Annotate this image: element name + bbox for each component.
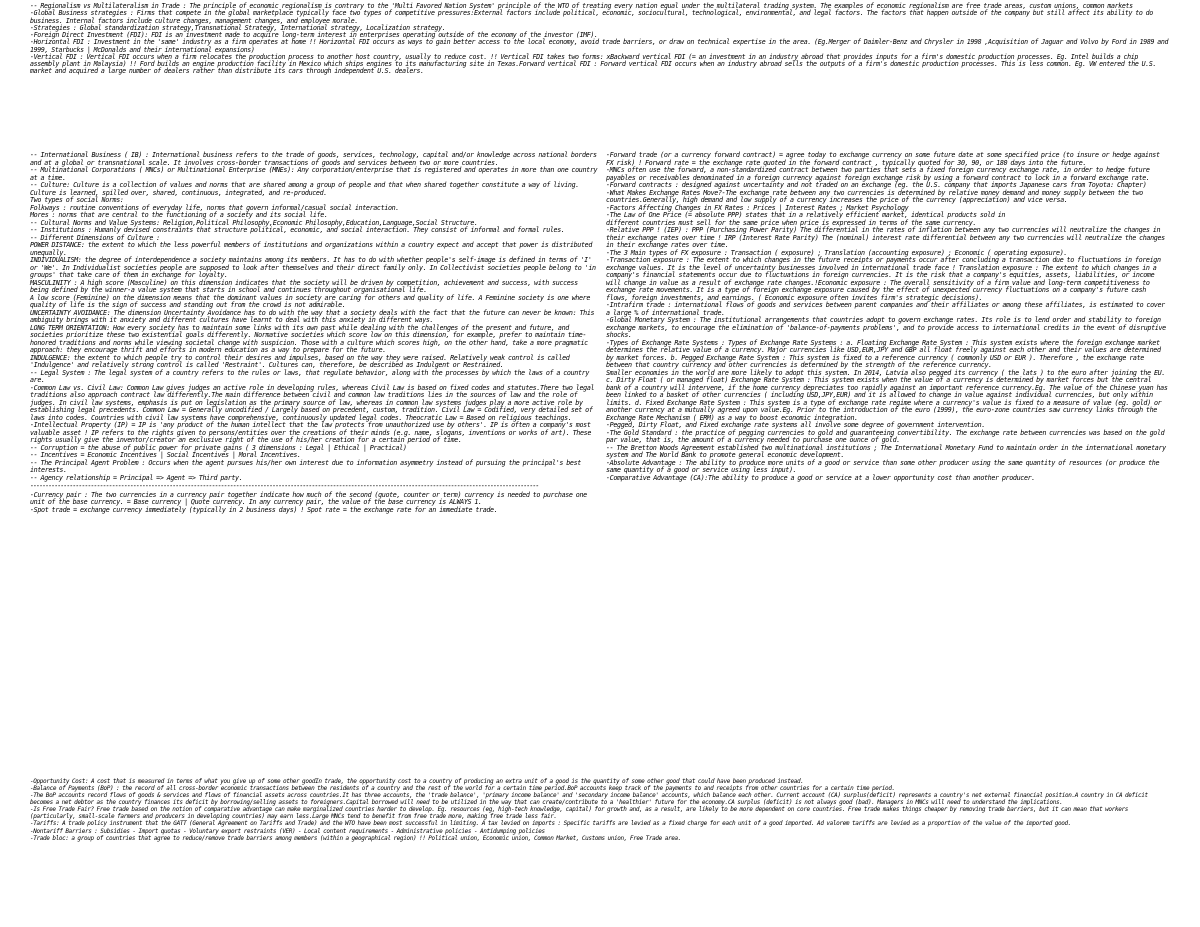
- note-paragraph: -Common Law vs. Civil Law: Common Law gives judges an active role in developing rules, whereas Civil Law is based on fixed codes and statutes.There two legal traditions also approach contract law differently.The main difference between civil and common law traditions lies in the sources of law and the role of judges. In civil law systems, emphasis is put on legislation as the primary source of law, whereas in common law systems judges play a more active role by establishing legal precedents. Common Law = Generally uncodified / Largely based on precedent, custom, tradition. Civil Law = Codified, very detailed set of laws into codes. Countries with civil law systems have comprehensive, continuously updated legal codes. Theocratic Law = Based on religious teachings.: [30, 383, 595, 422]
- note-paragraph: Folkways : routine conventions of everyday life, norms that govern informal/casual social interaction.: [30, 203, 399, 212]
- note-paragraph: -Horizontal FDI : Investment in the 'same' industry as a firm operates at home !! Horizontal FDI occurs as ways to gain better access to the local economy, avoid trade barriers, or draw on technical expertise in the area. (Eg.Merger of Daimler-Benz and Chrysler in 1998 ,Acquisition of Jaguar and Volvo by Ford in 1989 and 1999, Starbucks | McDonalds and their international expansions): [30, 38, 1169, 54]
- note-paragraph: -Absolute Advantage : The ability to produce more units of a good or service than some other producer using the same quantity of resources (or produce the same quantity of a good or service using less input).: [606, 458, 1160, 474]
- note-paragraph: -Opportunity Cost: A cost that is measured in terms of what you give up of some other goodIn trade, the opportunity cost to a country of producing an extra unit of a good is the quantity of some other good that could have been produced instead.: [30, 778, 804, 785]
- note-paragraph: -Forward contracts : designed against uncertainty and not traded on an exchange (eg. the U.S. company that imports Japanese cars from Toyota: Chapter): [606, 181, 1147, 189]
- note-paragraph: -Comparative Advantage (CA):The ability to produce a good or service at a lower opportunity cost than another producer.: [606, 473, 1035, 482]
- note-paragraph: -Intrafirm trade : international flows of goods and services between parent companies and their affiliates or among these affiliates, is estimated to cover a large % of international trade.: [606, 301, 1165, 317]
- notes-right-column: [606, 152, 1168, 482]
- note-paragraph: -- Different Dimensions of Culture :: [30, 233, 160, 242]
- note-paragraph: UNCERTAINTY AVOIDANCE: The dimension Uncertainty Avoidance has to do with the way that a society deals with the fact that the future can never be known: This ambiguity brings with it anxiety and different cultures have learnt to deal with this anxiety in different ways.: [30, 308, 595, 324]
- note-paragraph: -The Gold Standard : the practice of pegging currencies to gold and guaranteeing convertibility. The exchange rate between currencies was based on the gold par value, that is, the amount of a currency needed to purchase one ounce of gold.: [606, 428, 1165, 444]
- note-paragraph: -Is Free Trade Fair? Free trade based on the notion of comparative advantage can make marginalized countries harder to develop. Eg. resources (eg, high-tech knowledge, capital) for growth and, as a result, are likely to be more dependent on core countries. Free trade makes things cheaper by removing trade barriers, but it can mean that workers (particularly, small-scale farmers and producers in developing countries) may earn less.Large MNCs tend to benefit from free trade more, making free trade less fair.: [30, 806, 1128, 821]
- notes-top-section: [30, 3, 1170, 76]
- note-paragraph: -Balance of Payments (BoP) : the record of all cross-border economic transactions between the residents of a country and the rest of the world for a certain time period.BoP accounts keep track of the payments to and receipts from other countries for a certain time period.: [30, 785, 895, 793]
- note-paragraph: -Pegged, Dirty Float, and Fixed exchange rate systems all involve some degree of government intervention.: [606, 421, 986, 429]
- note-paragraph: -Strategies : Global standardization strategy,Transnational Strategy, International strategy, Localization strategy.: [30, 23, 446, 32]
- note-paragraph: -MNCs often use the forward, a non-standardized contract between two parties that sets a fixed foreign currency exchange rate, in order to hedge future payables or receivables denominated in a foreign currency against foreign exchange risk by using a forward contract to lock in a forward exchange rate.: [606, 166, 1150, 182]
- note-paragraph: LONG TERM ORIENTATION: How every society has to maintain some links with its own past while dealing with the challenges of the present and future, and societies prioritize these two existential goals differently. Normative societies which score low on this dimension, for example, prefer to maintain time-honored traditions and norms while viewing societal change with suspicion. Those with a culture which scores high, on the other hand, take a more pragmatic approach: they encourage thrift and efforts in modern education as a way to prepare for the future.: [30, 323, 588, 354]
- note-paragraph: -Transaction exposure : The extent to which changes in the future receipts or payments occur after concluding a transaction due to fluctuations in foreign exchange values. It is the level of uncertainty businesses involved in international trade face ! Translation exposure : The extent to which changes in a company's financial statements occur due to fluctuations in foreign currencies. It is the risk that a company's equities, assets, liabilities, or income will change in value as a result of exchange rate changes.!Economic exposure : The overall sensitivity of a firm value and long-term competitiveness to exchange rate movements. It is a type of foreign exchange exposure caused by the effect of unexpected currency fluctuations on a company's future cash flows, foreign investments, and earnings. ( Economic exposure often invites firm's strategic decisions).: [606, 256, 1161, 302]
- note-paragraph: -Forward trade (or a currency forward contract) = agree today to exchange currency on some future date at some specified price (to insure or hedge against FX risk) ! Forward rate = the exchange rate quoted in the forward contract , typically quoted for 30, 90, or 180 days into the future.: [606, 151, 1160, 167]
- note-paragraph: -Trade bloc: a group of countries that agree to reduce/remove trade barriers among members (within a geographical region) !! Political union, Economic union, Common Market, Customs union, Free Trade area.: [30, 834, 682, 842]
- note-paragraph: INDIVIDUALISM: the degree of interdependence a society maintains among its members. It has to do with whether people's self-image is defined in terms of 'I' or 'We'. In Individualist societies people are supposed to look after themselves and their direct family only. In Collectivist societies people belong to 'in groups' that take care of them in exchange for loyalty.: [30, 256, 596, 279]
- note-paragraph: -- International Business ( IB) : International business refers to the trade of goods, services, technology, capital and/or knowledge across national borders and at a global or transnational scale. It involves cross-border transactions of goods and services between two or more countries.: [30, 151, 597, 167]
- note-paragraph: -Nontariff Barriers : Subsidies - Import quotas - Voluntary export restraints (VER) - Local content requirements - Administrative policies - Antidumping policies: [30, 827, 545, 835]
- note-paragraph: -Relative PPP ! (IEP) : PPP (Purchasing Power Parity) The differential in the rates of inflation between any two currencies will neutralize the changes in their exchange rates over time ! IRP (Interest Rate Parity) The (nominal) interest rate differential between any two currencies will neutralize the changes in their exchange rates over time.: [606, 226, 1165, 249]
- note-paragraph: Two types of social Norms:: [30, 196, 124, 204]
- note-paragraph: -- Incentives = Economic Incentives | Social Incentives | Moral Incentives.: [30, 451, 301, 459]
- note-paragraph: -Intellectual Property (IP) = IP is 'any product of the human intellect that the law protects from unauthorized use by others'. IP is often a company's most valuable asset ! IP refers to the rights given to persons/entities over the creations of their minds (e.g. name, slogans, inventions or works of art). These rights usually give the inventor/creator an exclusive right of the use of his/her creation for a certain period of time.: [30, 421, 591, 444]
- note-paragraph: -- Regionalism vs Multilateralism in Trade : The principle of economic regionalism is contrary to the 'Multi Favored Nation System' principle of the WTO of treating every nation equal under the multilateral trading system. The examples of economic regionalism are free trade areas, custom unions, common markets: [30, 2, 1133, 10]
- note-paragraph: -Spot trade = exchange currency immediately (typically in 2 business days) ! Spot rate = the exchange rate for an immediate trade.: [30, 505, 498, 514]
- note-paragraph: -- Institutions : Humanly devised constraints that structure political, economic, and social interaction. They consist of informal and formal rules.: [30, 226, 565, 234]
- note-paragraph: -Global Monetary System : The institutional arrangements that countries adopt to govern exchange rates. Its role is to lend order and stability to foreign exchange markets, to encourage the elimination of 'balance-of-payments problems', and to provide access to international credits in the event of disruptive shocks.: [606, 316, 1166, 339]
- note-paragraph: -Foreign Direct Investment (FDI): FDI is an investment made to acquire long-term interest in enterprises operating outside of the economy of the investor (IMF).: [30, 31, 598, 39]
- note-paragraph: A low score (Feminine) on the dimension means that the dominant values in society are caring for others and quality of life. A Feminine society is one where quality of life is the sign of success and standing out from the crowd is not admirable.: [30, 293, 590, 309]
- note-paragraph: POWER DISTANCE: the extent to which the less powerful members of institutions and organizations within a country expect and accept that power is distributed unequally.: [30, 241, 592, 257]
- note-paragraph: -- The Bretton Woods Agreement established two multinational institutions ; The International Monetary Fund to maintain order in the international monetary system and The World Bank to promote general economic development.: [606, 443, 1166, 459]
- note-paragraph: -- Culture: Culture is a collection of values and norms that are shared among a group of people and that when shared together constitute a way of living. Culture is learned, spilled over, shared, continuous, integrated, and re-produced.: [30, 181, 579, 197]
- note-paragraph: -- The Principal Agent Problem : Occurs when the agent pursues his/her own interest due to information asymmetry instead of pursuing the principal's best interests.: [30, 458, 581, 474]
- note-paragraph: -Vertical FDI : Vertical FDI occurs when a firm relocates the production process to another host country, usually to reduce cost. !! Vertical FDI takes two forms: xBackward vertical FDI (= an investment in an industry abroad that provides inputs for a firm's domestic production processes. Eg. Intel builds a chip assembly plant in Malaysia) !! Ford builds an engine production facility in Mexico which ships engines to its manufacturing site in Texas.Forward vertical FDI : Forward vertical FDI occurs when an industry abroad sells the outputs of a firm's domestic production processes. This is less common. Eg. VW entered the U.S. market and acquired a large number of dealers rather than distribute its cars through independent U.S. dealers.: [30, 52, 1157, 76]
- note-paragraph: -The Law of One Price (= absolute PPP) states that in a relatively efficient market, identical products sold in: [606, 211, 1006, 219]
- note-paragraph: -The BoP accounts record flows of goods & services and flows of financial assets across countries.It has three accounts, the 'trade balance', 'primary income balance' and 'secondary income balance' accounts, which balance each other. Current account (CA) surplus(deficit) represents a country's net external financial position.A country in CA deficit becomes a net debtor as the country finances its deficit by borrowing/selling assets to foreigners.Capital borrowed will need to be utilized in the way that can create/contribute to a 'healthier' future for the economy.CA surplus (deficit) is not always good (bad). Managers in MNCs will need to understand the implications.: [30, 792, 1148, 807]
- note-paragraph: -- Cultural Norms and Value Systems: Religion,Political Philosophy,Economic Philosophy,Education,Language,Social Structure.: [30, 218, 478, 227]
- note-paragraph: -Types of Exchange Rate Systems : Types of Exchange Rate Systems : a. Floating Exchange Rate System : This system exists where the foreign exchange market determines the relative value of a currency. Major currencies like USD,EUR,JPY and GBP all float freely against each other and their values are determined by market forces. b. Pegged Exchange Rate System : This system is fixed to a reference currency ( commonly USD or EUR ). Therefore , the exchange rate between that country currency and other currencies is determined by the strength of the reference currency.: [606, 338, 1161, 369]
- note-paragraph: -Factors Affecting Changes in FX Rates : Prices | Interest Rates ; Market Psychology: [606, 203, 909, 212]
- note-paragraph: -- Agency relationship = Principal => Agent => Third party.: [30, 473, 243, 482]
- note-paragraph: -- Legal System : The legal system of a country refers to the rules or laws, that regulate behavior, along with the processes by which the laws of a country are.: [30, 368, 589, 384]
- note-paragraph: -The 3 Main types of FX exposure : Transaction ( exposure) ; Translation (accounting exposure) ; Economic ( operating exposure).: [606, 248, 1068, 257]
- note-paragraph: -- Corruption = the abuse of public power for private gains ( 3 dimensions : Legal | Ethical | Practical): [30, 443, 407, 452]
- notes-bottom-section: [30, 778, 1170, 842]
- note-paragraph: Mores : norms that are central to the functioning of a society and its social life.: [30, 211, 328, 219]
- notes-left-column: [30, 152, 598, 514]
- note-paragraph: different countries must sell for the same price when price is expressed in terms of the same currency.: [606, 218, 977, 227]
- note-paragraph: MASCULINITY : A high score (Masculine) on this dimension indicates that the society will be driven by competition, achievement and success, with success being defined by the winner-a value system that starts in school and continues throughout organisational life.: [30, 278, 578, 294]
- section-separator: ------------------------------------------------------------------------------------------------------------------------------------------------------------------------: [30, 483, 539, 490]
- note-paragraph: -- Multinational Corporations ( MNCs) or Multinational Enterprise (MNEs): Any corporation/enterprise that is registered and operates in more than one country at a time.: [30, 166, 598, 182]
- note-paragraph: INDULGENCE: the extent to which people try to control their desires and impulses, based on the way they were raised. Relatively weak control is called 'Indulgence' and relatively strong control is called 'Restraint'. Cultures can, therefore, be described as Indulgent or Restrained.: [30, 353, 570, 369]
- note-paragraph: -Tariffs: A trade policy instrument that the GATT (General Agreement on Tariffs and Trade) and the WTO have been most successful in limiting. A tax levied on imports : Specific tariffs are levied as a fixed charge for each unit of a good imported. Ad valorem tariffs are levied as a proportion of the value of the imported good.: [30, 820, 1072, 828]
- note-paragraph: Smaller economies in the world are more likely to adopt this system. In 2014, Latvia also pegged its currency ( the lats ) to the euro after joining the EU. c. Dirty Float ( or managed float) Exchange Rate System : This system exists when the value of a currency is determined by market forces but the central bank of a country will intervene, if the home currency depreciates too rapidly against an important reference currency.Eg. The value of the Chinese yuan has been linked to a basket of other currencies ( including USD,JPY,EUR) and it is allowed to change in value against individual currencies, but only within limits. d. Fixed Exchange Rate System : This system is a type of exchange rate regime where a currency's value is fixed to a measure of value (eg. gold) or another currency at a mutually agreed upon value.Eg. Prior to the introduction of the euro (1999), the euro-zone countries saw currency links through the Exchange Rate Mechanism ( ERM) as a way to boost economic integration.: [606, 368, 1168, 422]
- note-paragraph: -What Makes Exchange Rates Move?-The exchange rate between any two currencies is determined by relative money demand and money supply between the two countries.Generally, high demand and low supply of a currency increases the price of the currency (appreciation) and vice versa.: [606, 188, 1143, 204]
- note-paragraph: -Global Business strategies : Firms that compete in the global marketplace typically face two types of competitive pressures:External factors include political, economic, sociocultural, technological, environmental, and legal factors. The factors that happen outside of the company but still affect its ability to do business. Internal factors include culture changes, management changes, and employee morale.: [30, 9, 1153, 25]
- note-paragraph: -Currency pair : The two currencies in a currency pair together indicate how much of the second (quote, counter or term) currency is needed to purchase one unit of the base currency. = Base currency | Quote currency. In any currency pair, the value of the base currency is ALWAYS 1.: [30, 490, 587, 506]
